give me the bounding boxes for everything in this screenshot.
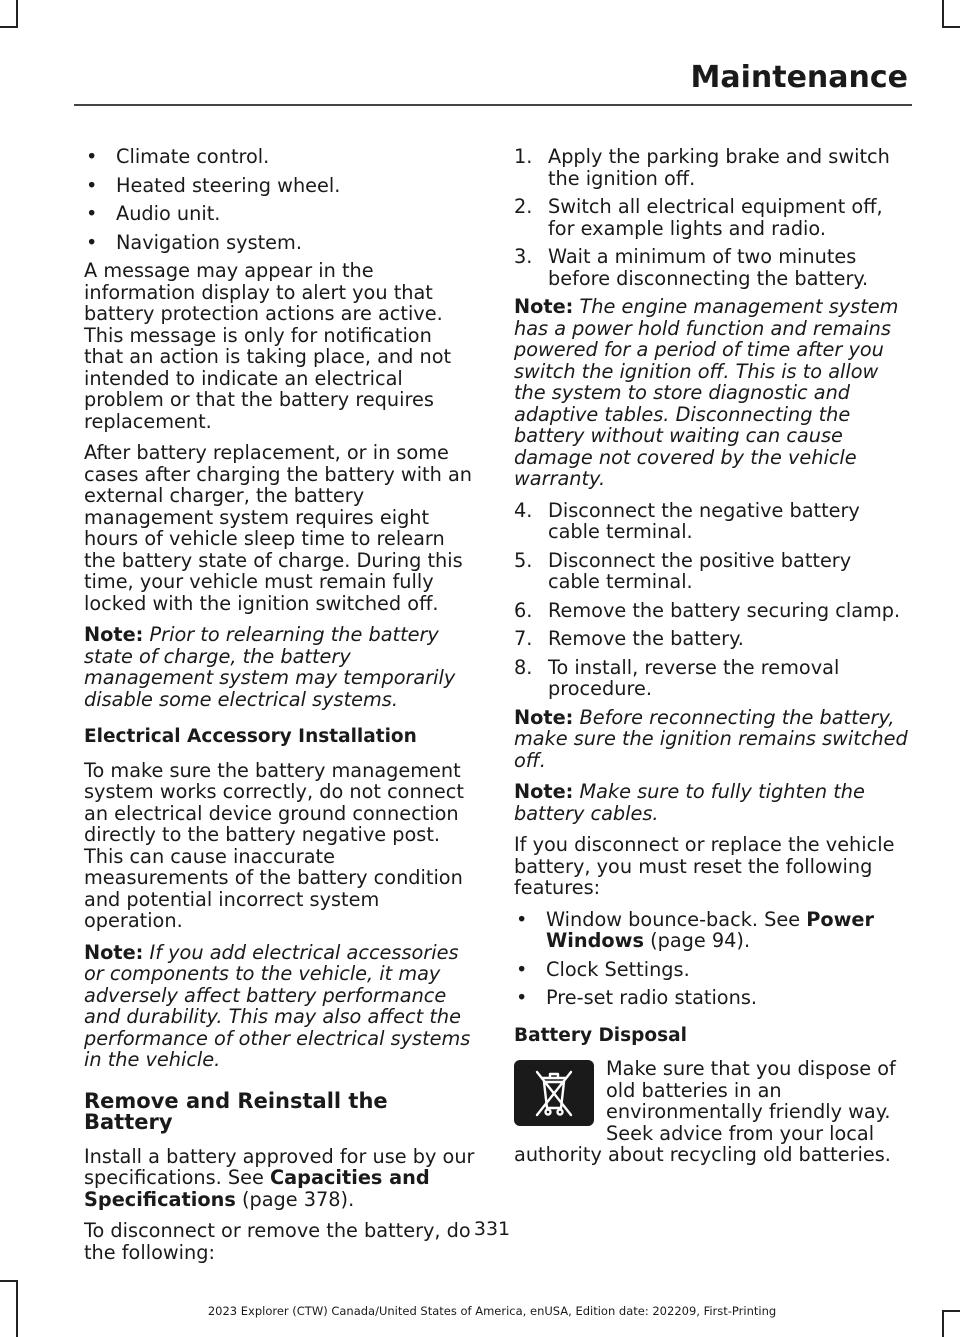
step-item [514, 146, 908, 189]
note-label: Note: [514, 705, 574, 729]
list-item: • Audio unit. [84, 203, 476, 225]
note [514, 781, 908, 824]
note [514, 707, 908, 772]
page-title: Maintenance [690, 60, 908, 95]
step-item [514, 550, 908, 593]
step-number: 3. [514, 245, 533, 268]
list-item: • Heated steering wheel. [84, 175, 476, 197]
crop-mark [942, 0, 944, 28]
header-rule [74, 104, 912, 106]
note-label: Note: [514, 295, 574, 318]
note-label: Note: [84, 623, 144, 646]
step-item [514, 600, 908, 622]
crop-mark [0, 1280, 18, 1282]
section-heading: Remove and Reinstall the Battery [84, 1088, 388, 1134]
paragraph: If you disconnect or replace the vehicle battery, you must reset the following features: [514, 833, 895, 899]
left-column [84, 146, 476, 1273]
paragraph: To make sure the battery management system works correctly, do not connect an electrical device ground connection directly to the battery negative post. This can cause inaccurate measurements of the battery condition and potential incorrect system operation. [84, 758, 464, 932]
note [514, 296, 908, 490]
paragraph [84, 1146, 476, 1211]
note-label: Note: [514, 780, 574, 803]
page-number: 331 [473, 1218, 511, 1240]
step-item [514, 628, 908, 650]
subheading: Electrical Accessory Installation [84, 726, 417, 747]
paragraph-text: Install a battery approved for use by our specifications. See [84, 1144, 475, 1189]
subheading: Battery Disposal [514, 1024, 687, 1046]
cross-reference-link[interactable]: Capacities and Specifications [84, 1166, 430, 1211]
crossed-out-bin-icon-graphic [532, 1068, 576, 1118]
step-text: Disconnect the positive battery cable terminal. [548, 548, 852, 593]
list-item: • Pre-set radio stations. [514, 987, 908, 1009]
step-number: 7. [514, 627, 533, 650]
note-text: The engine management system has a power hold function and remains powered for a period of time after you switch the ignition off. This is to allow the system to store diagnostic and adaptive tables. Disconnecting the battery without waiting can cause damage not covered by the vehicle warranty. [514, 295, 899, 490]
list-item-text: Window bounce-back. See [546, 907, 807, 931]
page-reference: (page 94). [643, 929, 751, 952]
paragraph: After battery replacement, or in some cases after charging the battery with an external charger, the battery management system requires eight hours of vehicle sleep time to relearn the battery state of charge. During this time, your vehicle must remain fully locked with the ignition switched off. [84, 441, 472, 615]
note-label: Note: [84, 940, 144, 964]
edition-footer: 2023 Explorer (CTW) Canada/United States of America, enUSA, Edition date: 202209, First-Printing [207, 1304, 777, 1318]
step-number: 6. [514, 598, 533, 622]
list-item [514, 909, 908, 952]
procedure-steps [514, 500, 908, 700]
step-item [514, 246, 908, 289]
step-item [514, 657, 908, 700]
step-text: Disconnect the negative battery cable terminal. [548, 498, 860, 543]
step-number: 2. [514, 195, 533, 218]
cross-reference-link[interactable]: Power Windows [546, 907, 875, 952]
step-item [514, 500, 908, 543]
step-text: Remove the battery. [548, 627, 744, 650]
crop-mark [16, 0, 18, 28]
note-text: If you add electrical accessories or components to the vehicle, it may adversely affect battery performance and durability. This may also affect the performance of other electrical systems in the vehicle. [84, 940, 471, 1071]
disposal-text: Make sure that you dispose of old batteries in an environmentally friendly way. Seek advice from your local authority about recycling old batteries. [514, 1057, 896, 1166]
list-item: • Navigation system. [84, 232, 476, 254]
note-text: Before reconnecting the battery, make sure the ignition remains switched off. [514, 705, 908, 772]
reset-feature-list [514, 909, 908, 1009]
step-number: 5. [514, 548, 533, 572]
procedure-steps [514, 146, 908, 289]
right-column [514, 146, 908, 1176]
step-text: To install, reverse the removal procedure. [548, 655, 840, 700]
step-number: 4. [514, 498, 533, 522]
step-text: Switch all electrical equipment off, for example lights and radio. [548, 195, 883, 240]
list-item: • Climate control. [84, 146, 476, 168]
step-text: Wait a minimum of two minutes before disconnecting the battery. [548, 245, 869, 290]
feature-list [84, 146, 476, 253]
note-text: Make sure to fully tighten the battery cables. [514, 780, 865, 825]
page-reference: (page 378). [235, 1187, 355, 1211]
step-text: Apply the parking brake and switch the ignition off. [548, 145, 890, 190]
crossed-out-bin-icon [514, 1060, 594, 1126]
note [84, 942, 476, 1071]
step-text: Remove the battery securing clamp. [548, 598, 901, 622]
crop-mark [942, 26, 960, 28]
paragraph: To disconnect or remove the battery, do the following: [84, 1219, 471, 1264]
note [84, 624, 476, 710]
step-number: 1. [514, 145, 533, 168]
step-number: 8. [514, 655, 533, 679]
crop-mark [0, 26, 18, 28]
disposal-block [514, 1058, 908, 1166]
note-text: Prior to relearning the battery state of charge, the battery management system may temporarily disable some electrical systems. [84, 623, 456, 711]
paragraph: A message may appear in the information display to alert you that battery protection actions are active. This message is only for notification that an action is taking place, and not intended to indicate an electrical problem or that the battery requires replacement. [84, 259, 452, 433]
step-item [514, 196, 908, 239]
list-item: • Clock Settings. [514, 959, 908, 981]
